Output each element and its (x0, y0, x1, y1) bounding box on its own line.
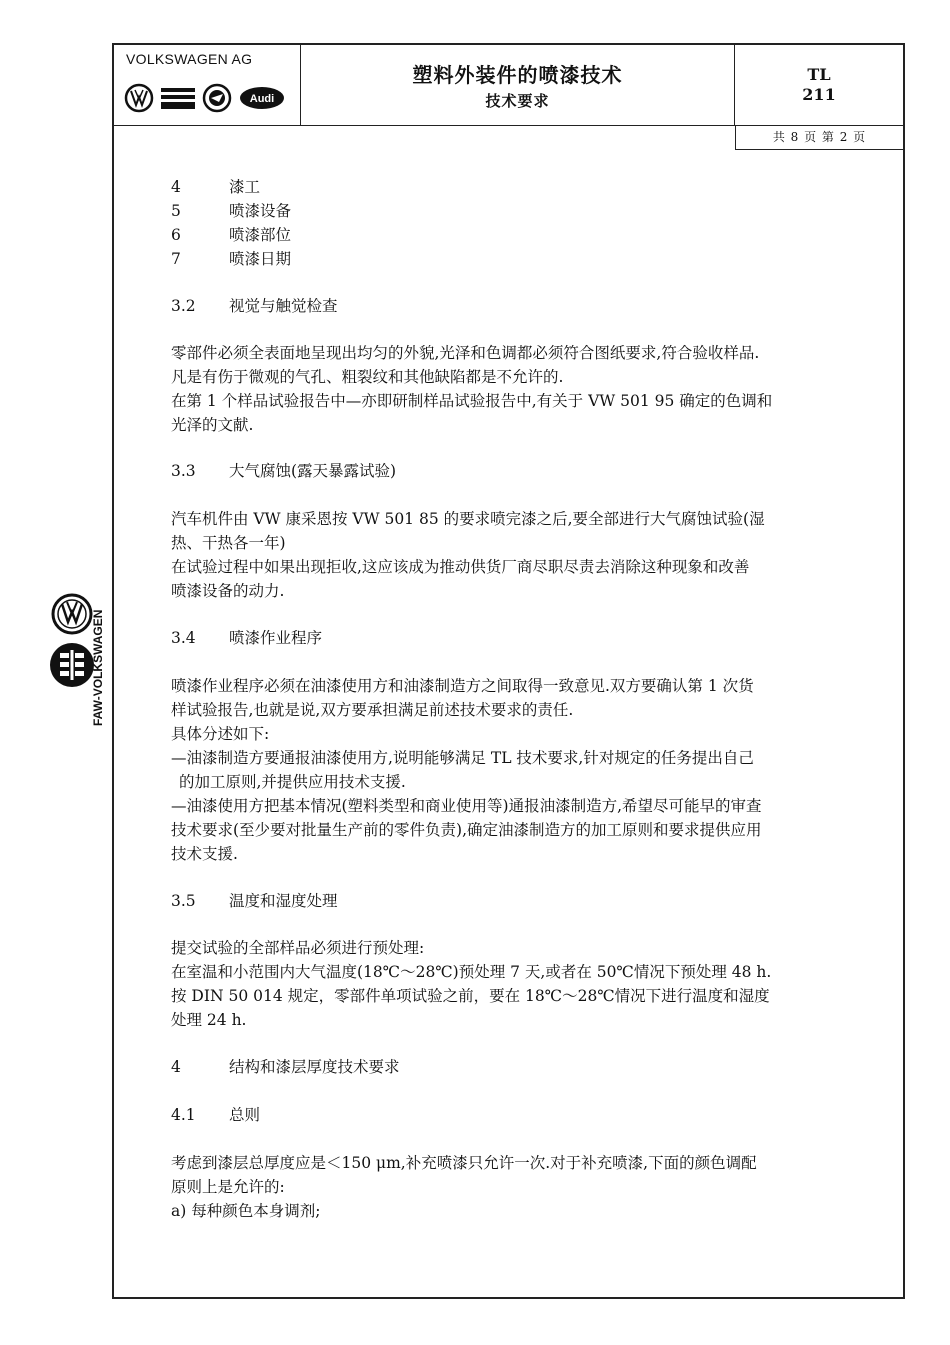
document-code (735, 65, 903, 105)
vw-logo-icon (53, 595, 91, 633)
section-title: 温度和湿度处理 (229, 892, 338, 910)
paragraph-text: 热、干热各一年) (171, 534, 286, 552)
document-subtitle: 技术要求 (485, 92, 550, 110)
section-title: 视觉与触觉检查 (229, 297, 338, 315)
paragraph-text: 零部件必须全表面地呈现出均匀的外貌,光泽和色调都必须符合图纸要求,符合验收样品. (171, 344, 760, 362)
section-number: 4 (171, 1058, 181, 1076)
section-heading (171, 294, 338, 318)
document-header (114, 45, 903, 126)
section-title: 结构和漆层厚度技术要求 (229, 1058, 400, 1076)
section-title: 漆工 (229, 178, 261, 196)
body-text-line (171, 341, 759, 365)
seat-logo-icon (160, 85, 196, 111)
section-number: 3.2 (171, 297, 196, 315)
body-text-line (171, 1008, 247, 1032)
paragraph-text: 在试验过程中如果出现拒收,这应该成为推动供货厂商尽职尽责去消除这种现象和改善 (171, 558, 750, 576)
company-name: VOLKSWAGEN AG (126, 51, 253, 67)
section-heading (171, 1055, 400, 1079)
body-text-line (171, 936, 424, 960)
body-text-line (171, 960, 771, 984)
body-text-line (171, 555, 749, 579)
section-heading (171, 626, 322, 650)
paragraph-text: 提交试验的全部样品必须进行预处理: (171, 939, 425, 957)
body-text-line (171, 746, 754, 770)
paragraph-text: 按 DIN 50 014 规定，零部件单项试验之前，要在 18℃～28℃情况下进行温度和湿度 (171, 987, 770, 1005)
section-heading (171, 223, 291, 247)
paragraph-text: 汽车机件由 VW 康采恩按 VW 501 85 的要求喷完漆之后,要全部进行大气腐蚀试验(湿 (171, 510, 765, 528)
body-text-line (171, 674, 754, 698)
section-heading (171, 459, 396, 483)
section-number: 4 (171, 178, 181, 196)
section-number: 4.1 (171, 1106, 196, 1124)
header-title-cell (301, 45, 735, 125)
section-heading (171, 247, 291, 271)
audi-logo-icon (238, 85, 286, 111)
body-text-line (171, 1199, 320, 1223)
section-title: 喷漆作业程序 (229, 629, 323, 647)
paragraph-text: a) 每种颜色本身调剂; (171, 1202, 321, 1220)
paragraph-text: 在室温和小范围内大气温度(18℃～28℃)预处理 7 天,或者在 50℃情况下预处理 48 h. (171, 963, 772, 981)
body-text-line (171, 579, 284, 603)
paragraph-text: —油漆使用方把基本情况(塑料类型和商业使用等)通报油漆制造方,希望尽可能早的审查 (171, 797, 762, 815)
page-info: 共 8 页 第 2 页 (735, 125, 903, 150)
vw-logo-icon (124, 83, 154, 113)
paragraph-text: 喷漆作业程序必须在油漆使用方和油漆制造方之间取得一致意见.双方要确认第 1 次货 (171, 677, 754, 695)
body-text-line (171, 698, 573, 722)
document-title: 塑料外装件的喷漆技术 (412, 63, 623, 87)
svg-text:Audi: Audi (249, 93, 275, 105)
side-brand-text (88, 590, 108, 730)
body-text-line (171, 818, 762, 842)
paragraph-text: 的加工原则,并提供应用技术支援. (179, 773, 406, 791)
section-title: 大气腐蚀(露天暴露试验) (229, 462, 397, 480)
section-number: 3.3 (171, 462, 196, 480)
body-text-line (171, 389, 772, 413)
body-text-line (171, 770, 406, 794)
body-text-line (171, 1151, 757, 1175)
body-text-line (171, 531, 286, 555)
body-text-line (171, 794, 762, 818)
section-number: 5 (171, 202, 181, 220)
code-line-1: TL (807, 65, 831, 84)
paragraph-text: 处理 24 h. (171, 1011, 247, 1029)
section-heading (171, 1103, 260, 1127)
body-text-line (171, 365, 563, 389)
paragraph-text: 喷漆设备的动力. (171, 582, 285, 600)
document-frame (112, 43, 905, 1299)
body-text-line (171, 413, 253, 437)
section-number: 3.5 (171, 892, 196, 910)
paragraph-text: 具体分述如下: (171, 725, 270, 743)
section-heading (171, 889, 338, 913)
section-heading (171, 199, 291, 223)
paragraph-text: 在第 1 个样品试验报告中—亦即研制样品试验报告中,有关于 VW 501 95 确定的色调和 (171, 392, 773, 410)
paragraph-text: 技术支援. (171, 845, 238, 863)
brand-logos (124, 83, 286, 113)
code-line-2: 211 (802, 85, 836, 104)
paragraph-text: 光泽的文献. (171, 416, 254, 434)
paragraph-text: 考虑到漆层总厚度应是＜150 μm,补充喷漆只允许一次.对于补充喷漆,下面的颜色调配 (171, 1154, 757, 1172)
section-number: 6 (171, 226, 181, 244)
section-title: 喷漆设备 (229, 202, 292, 220)
header-brand-cell (114, 45, 301, 125)
header-code-cell (735, 45, 903, 125)
side-brand-label: FAW-VOLKSWAGEN (91, 609, 105, 726)
paragraph-text: 原则上是允许的: (171, 1178, 285, 1196)
body-text-line (171, 1175, 285, 1199)
body-text-line (171, 842, 238, 866)
paragraph-text: 技术要求(至少要对批量生产前的零件负责),确定油漆制造方的加工原则和要求提供应用 (171, 821, 762, 839)
paragraph-text: —油漆制造方要通报油漆使用方,说明能够满足 TL 技术要求,针对规定的任务提出自己 (171, 749, 754, 767)
section-title: 喷漆部位 (229, 226, 292, 244)
section-title: 总则 (229, 1106, 261, 1124)
paragraph-text: 凡是有伤于微观的气孔、粗裂纹和其他缺陷都是不允许的. (171, 368, 564, 386)
section-title: 喷漆日期 (229, 250, 292, 268)
paragraph-text: 样试验报告,也就是说,双方要承担满足前述技术要求的责任. (171, 701, 574, 719)
section-number: 3.4 (171, 629, 196, 647)
skoda-logo-icon (202, 83, 232, 113)
section-heading (171, 175, 260, 199)
section-number: 7 (171, 250, 181, 268)
body-text-line (171, 984, 770, 1008)
body-text-line (171, 722, 269, 746)
body-text-line (171, 507, 765, 531)
